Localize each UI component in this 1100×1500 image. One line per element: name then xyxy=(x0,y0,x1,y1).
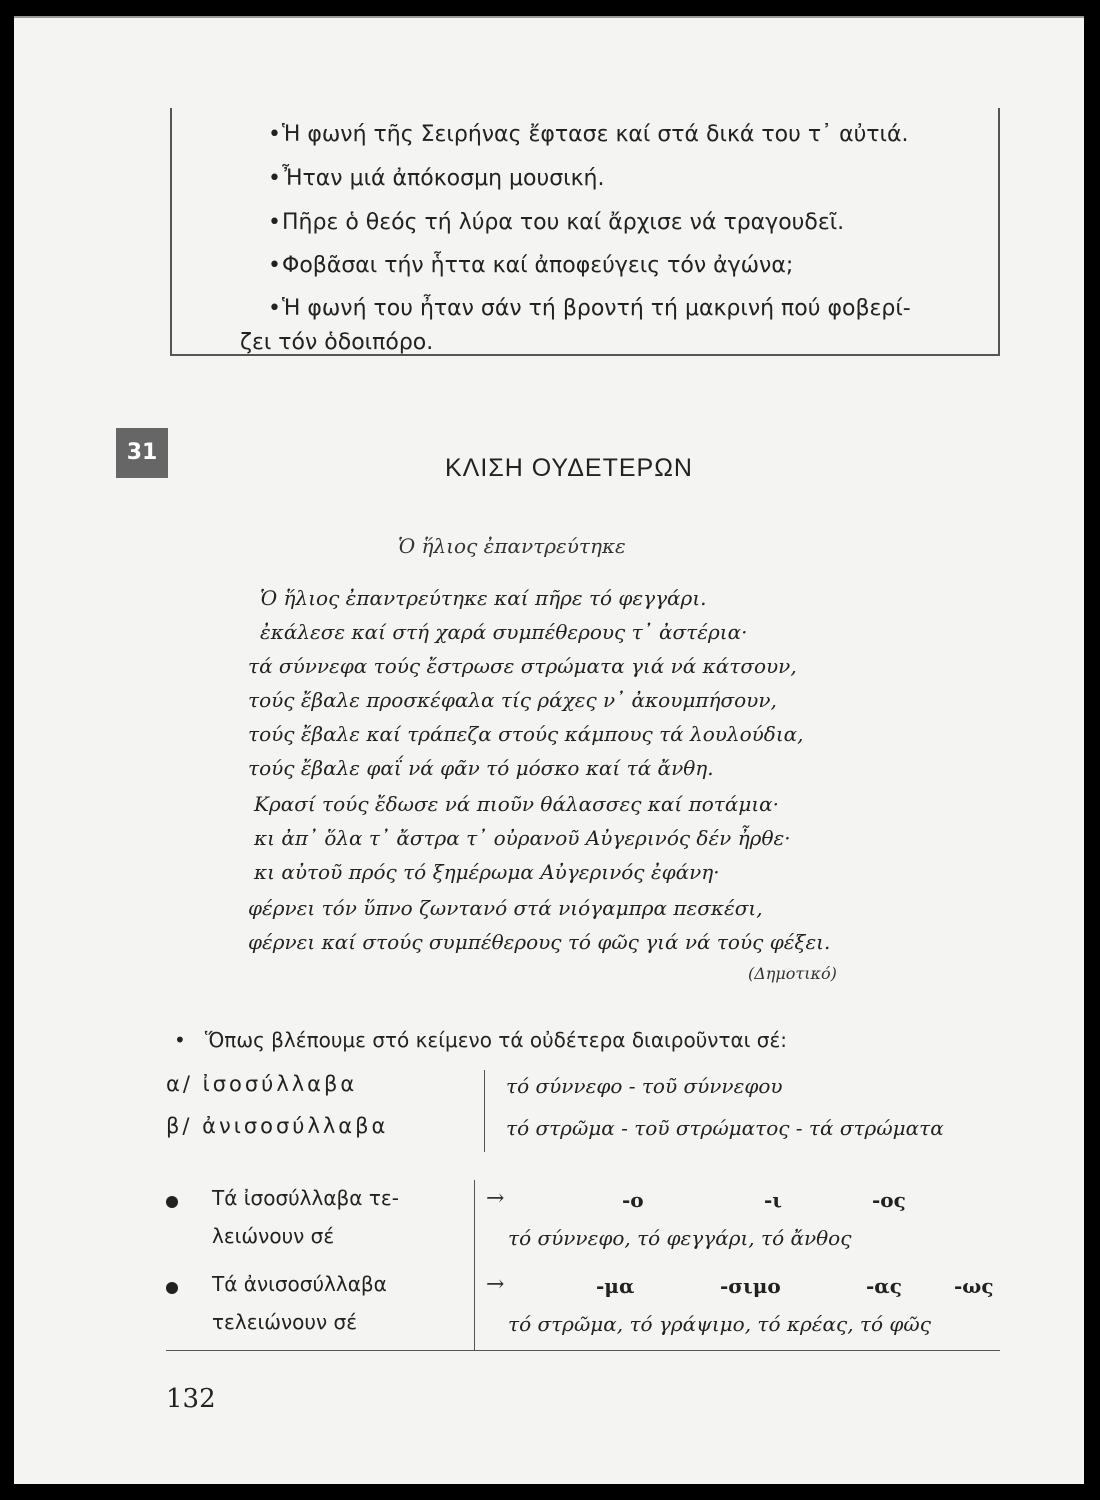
poem-line-4: τούς ἔβαλε προσκέφαλα τίς ράχες ν᾽ ἀκουμπήσουν, xyxy=(248,688,777,712)
poem-line-5: τούς ἔβαλε καί τράπεζα στούς κάμπους τά λουλούδια, xyxy=(248,722,804,746)
bullet-icon: • xyxy=(174,1028,186,1052)
box-line-4: •Φοβᾶσαι τήν ἧττα καί ἀποφεύγεις τόν ἀγώνα; xyxy=(268,253,794,278)
rule-bullet-icon xyxy=(166,1196,178,1208)
bullet-icon: • xyxy=(268,210,281,235)
bullet-icon: • xyxy=(268,296,281,321)
rule1-suffix-o: -ο xyxy=(622,1188,644,1212)
category-divider xyxy=(484,1070,485,1152)
lesson-number-badge: 31 xyxy=(116,428,168,478)
rule1-suffix-i: -ι xyxy=(764,1188,782,1212)
rule1-label-line1: Τά ἰσοσύλλαβα τε- xyxy=(212,1186,399,1210)
bullet-icon: • xyxy=(268,253,281,278)
category-example-isosyllabic: τό σύννεφο - τοῦ σύννεφου xyxy=(506,1074,783,1098)
neuter-intro: • Ὅπως βλέπουμε στό κείμενο τά οὐδέτερα διαιροῦνται σέ: xyxy=(174,1028,788,1052)
textbook-page xyxy=(14,16,1084,1484)
rule2-suffix-as: -ας xyxy=(866,1274,902,1298)
rule2-label-line1: Τά ἀνισοσύλλαβα xyxy=(212,1272,387,1296)
poem-line-7: Κρασί τούς ἔδωσε νά πιοῦν θάλασσες καί ποτάμια· xyxy=(254,792,780,816)
box-line-3: •Πῆρε ὁ θεός τή λύρα του καί ἄρχισε νά τραγουδεῖ. xyxy=(268,210,845,235)
bottom-rule xyxy=(166,1350,1000,1351)
rule1-suffix-os: -ος xyxy=(872,1188,906,1212)
rule1-example: τό σύννεφο, τό φεγγάρι, τό ἄνθος xyxy=(508,1226,852,1250)
poem-title: Ὁ ἥλιος ἐπαντρεύτηκε xyxy=(398,534,626,558)
poem-line-11: φέρνει καί στούς συμπέθερους τό φῶς γιά νά τούς φέξει. xyxy=(248,930,831,954)
poem-source: (Δημοτικό) xyxy=(748,964,837,983)
rule2-example: τό στρῶμα, τό γράψιμο, τό κρέας, τό φῶς xyxy=(508,1312,931,1336)
poem-line-1: Ὁ ἥλιος ἐπαντρεύτηκε καί πῆρε τό φεγγάρι. xyxy=(260,586,707,610)
poem-line-6: τούς ἔβαλε φαΐ νά φᾶν τό μόσκο καί τά ἄνθη. xyxy=(248,756,714,780)
top-edge-line xyxy=(14,16,1084,18)
rule1-label-line2: λειώνουν σέ xyxy=(212,1224,335,1248)
box-line-1: •Ἡ φωνή τῆς Σειρήνας ἔφτασε καί στά δικά του τ᾽ αὐτιά. xyxy=(268,122,909,147)
rule-bullet-icon xyxy=(166,1282,178,1294)
box-line-2: •Ἦταν μιά ἀπόκοσμη μουσική. xyxy=(268,166,605,191)
rule2-suffix-ma: -μα xyxy=(596,1274,635,1298)
rule2-suffix-os: -ως xyxy=(954,1274,994,1298)
poem-line-2: ἐκάλεσε καί στή χαρά συμπέθερους τ᾽ ἀστέρια· xyxy=(260,620,748,644)
category-example-anisosyllabic: τό στρῶμα - τοῦ στρώματος - τά στρώματα xyxy=(506,1116,944,1140)
arrow-icon: → xyxy=(486,1272,505,1297)
poem-line-10: φέρνει τόν ὕπνο ζωντανό στά νιόγαμπρα πεσκέσι, xyxy=(248,896,763,920)
arrow-icon: → xyxy=(486,1186,505,1211)
bullet-icon: • xyxy=(268,166,281,191)
rule2-suffix-simo: -σιμο xyxy=(720,1274,781,1298)
box-line-5: •Ἡ φωνή του ἦταν σάν τή βροντή τή μακρινή πού φοβερί- xyxy=(268,296,911,321)
section-title: ΚΛΙΣΗ ΟΥΔΕΤΕΡΩΝ xyxy=(445,454,693,482)
rule2-label-line2: τελειώνουν σέ xyxy=(212,1310,358,1334)
poem-line-8: κι ἀπ᾽ ὅλα τ᾽ ἄστρα τ᾽ οὐρανοῦ Αὐγερινός δέν ἦρθε· xyxy=(254,826,791,850)
rules-divider xyxy=(474,1180,475,1350)
poem-line-9: κι αὐτοῦ πρός τό ξημέρωμα Αὐγερινός ἐφάνη· xyxy=(254,860,720,884)
page-number: 132 xyxy=(166,1384,216,1414)
box-line-6: ζει τόν ὁδοιπόρο. xyxy=(240,330,434,355)
category-label-isosyllabic: α/ ἰσοσύλλαβα xyxy=(166,1072,358,1096)
poem-line-3: τά σύννεφα τούς ἔστρωσε στρώματα γιά νά κάτσουν, xyxy=(248,654,797,678)
category-label-anisosyllabic: β/ ἀνισοσύλλαβα xyxy=(166,1114,389,1138)
bullet-icon: • xyxy=(268,122,281,147)
example-sentences-box xyxy=(170,108,1000,356)
